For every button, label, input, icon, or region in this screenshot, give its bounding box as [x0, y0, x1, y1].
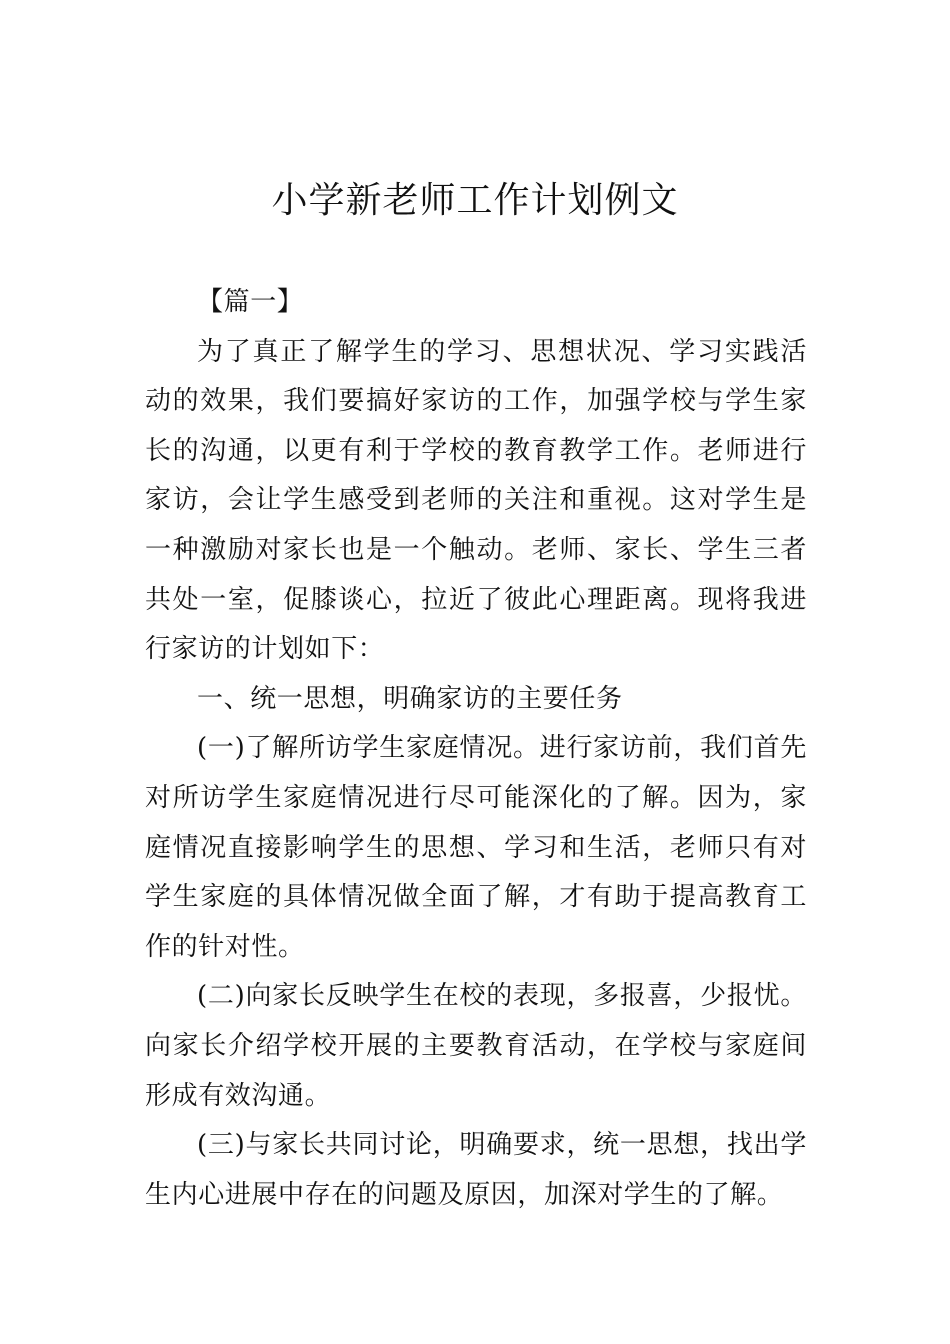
intro-paragraph: 为了真正了解学生的学习、思想状况、学习实践活动的效果，我们要搞好家访的工作，加强学校与学生家长的沟通，以更有利于学校的教育教学工作。老师进行家访，会让学生感受到老师的关注和重视。这对学生是一种激励对家长也是一个触动。老师、家长、学生三者共处一室，促膝谈心，拉近了彼此心理距离。现将我进行家访的计划如下：	[145, 336, 807, 665]
section-label: 【篇一】	[197, 287, 304, 317]
section-heading: 一、统一思想，明确家访的主要任务	[197, 683, 623, 714]
item-paragraph-2: (二)向家长反映学生在校的表现，多报喜，少报忧。向家长介绍学校开展的主要教育活动，在学校与家庭间形成有效沟通。	[145, 981, 807, 1111]
item-paragraph-1: (一)了解所访学生家庭情况。进行家访前，我们首先对所访学生家庭情况进行尽可能深化的了解。因为，家庭情况直接影响学生的思想、学习和生活，老师只有对学生家庭的具体情况做全面了解，才有助于提高教育工作的针对性。	[145, 733, 807, 962]
item-paragraph-3: (三)与家长共同讨论，明确要求，统一思想，找出学生内心进展中存在的问题及原因，加深对学生的了解。	[145, 1130, 807, 1210]
document-title: 小学新老师工作计划例文	[271, 180, 679, 221]
document-body	[145, 278, 807, 1220]
